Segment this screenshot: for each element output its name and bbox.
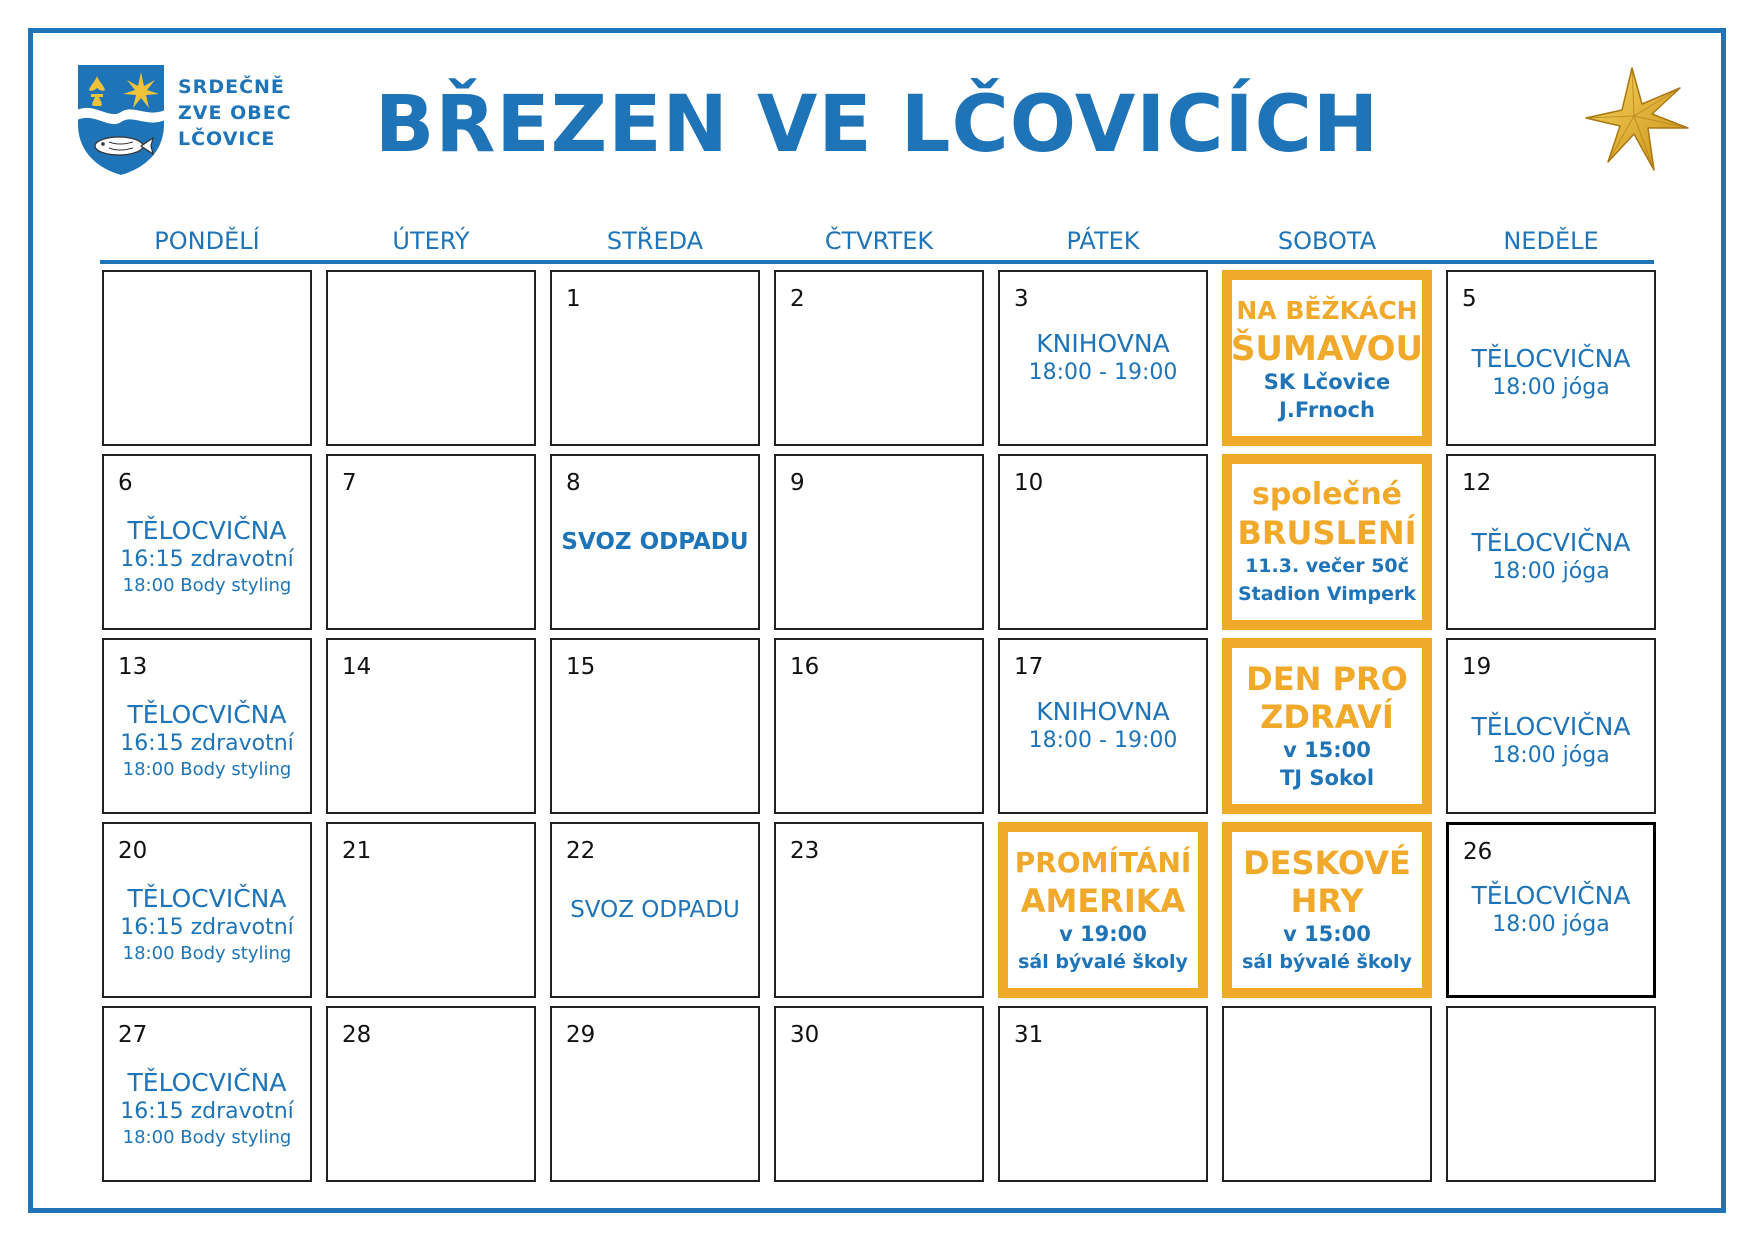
day-cell [998, 270, 1208, 446]
event-cell [1222, 454, 1432, 630]
event-detail: v 19:00 [1059, 922, 1147, 946]
day-cell [550, 270, 760, 446]
event-time: 18:00 Body styling [122, 943, 292, 964]
day-number: 16 [790, 654, 820, 680]
day-cell [102, 454, 312, 630]
weekday-thursday: ČTVRTEK [824, 227, 934, 255]
event-gym: TĚLOCVIČNA [127, 516, 287, 545]
event-time: 18:00 jóga [1492, 559, 1610, 584]
weekday-tuesday: ÚTERÝ [392, 227, 470, 255]
event-time: 16:15 zdravotní [120, 915, 294, 940]
day-number: 1 [566, 286, 581, 312]
event-time: 18:00 Body styling [122, 1127, 292, 1148]
day-cell [1446, 454, 1656, 630]
event-detail: SK Lčovice [1263, 370, 1391, 394]
event-title: BRUSLENÍ [1237, 514, 1417, 552]
event-detail: 11.3. večer 50č [1245, 555, 1409, 577]
event-time: 16:15 zdravotní [120, 547, 294, 572]
weekday-saturday: SOBOTA [1277, 227, 1377, 255]
tagline-line: LČOVICE [178, 128, 276, 150]
day-number: 3 [1014, 286, 1029, 312]
weekday-header [100, 224, 1654, 264]
event-gym: TĚLOCVIČNA [1471, 528, 1631, 557]
event-title: DEN PRO [1246, 660, 1408, 698]
event-waste: SVOZ ODPADU [561, 529, 749, 555]
day-cell-empty [102, 270, 312, 446]
day-number: 13 [118, 654, 148, 680]
day-cell [774, 638, 984, 814]
day-number: 12 [1462, 470, 1492, 496]
day-cell [998, 1006, 1208, 1182]
event-time: 18:00 Body styling [122, 759, 292, 780]
day-cell [326, 1006, 536, 1182]
event-library: KNIHOVNA [1036, 697, 1170, 726]
event-detail: Stadion Vimperk [1237, 583, 1417, 605]
day-cell [102, 1006, 312, 1182]
weekday-sunday: NEDĚLE [1503, 227, 1599, 255]
event-gym: TĚLOCVIČNA [127, 700, 287, 729]
event-detail: v 15:00 [1283, 922, 1371, 946]
event-title: NA BĚŽKÁCH [1236, 296, 1418, 325]
village-coat-of-arms [75, 62, 167, 178]
event-time: 18:00 Body styling [122, 575, 292, 596]
day-number: 6 [118, 470, 133, 496]
day-number: 5 [1462, 286, 1477, 312]
event-library: KNIHOVNA [1036, 329, 1170, 358]
day-number: 29 [566, 1022, 596, 1048]
day-number: 17 [1014, 654, 1044, 680]
event-detail: sál bývalé školy [1018, 951, 1188, 973]
event-time: 18:00 - 19:00 [1028, 360, 1178, 385]
event-time: 18:00 jóga [1492, 743, 1610, 768]
day-number: 23 [790, 838, 820, 864]
day-number: 30 [790, 1022, 820, 1048]
day-cell [774, 454, 984, 630]
day-number: 8 [566, 470, 581, 496]
event-title: společné [1251, 477, 1403, 512]
event-detail: sál bývalé školy [1242, 951, 1412, 973]
event-cell [1222, 638, 1432, 814]
day-cell [998, 454, 1208, 630]
day-cell [550, 822, 760, 998]
tagline-line: SRDEČNĚ [178, 76, 285, 98]
day-cell [550, 454, 760, 630]
event-time: 16:15 zdravotní [120, 731, 294, 756]
day-cell [774, 270, 984, 446]
day-number: 14 [342, 654, 372, 680]
day-number: 31 [1014, 1022, 1044, 1048]
day-number: 27 [118, 1022, 148, 1048]
event-gym: TĚLOCVIČNA [1471, 881, 1631, 910]
day-cell-empty [1446, 1006, 1656, 1182]
day-number: 9 [790, 470, 805, 496]
day-number: 19 [1462, 654, 1492, 680]
weekday-monday: PONDĚLÍ [154, 227, 260, 255]
day-number: 2 [790, 286, 805, 312]
event-detail: J.Frnoch [1279, 398, 1375, 422]
event-title: PROMÍTÁNÍ [1014, 846, 1192, 879]
day-number: 20 [118, 838, 148, 864]
tagline-line: ZVE OBEC [178, 102, 292, 124]
day-cell [326, 454, 536, 630]
event-title: DESKOVÉ [1243, 844, 1411, 882]
weekday-wednesday: STŘEDA [606, 227, 704, 255]
event-gym: TĚLOCVIČNA [127, 884, 287, 913]
event-title: AMERIKA [1020, 882, 1186, 920]
day-cell [102, 638, 312, 814]
event-cell [1222, 822, 1432, 998]
day-cell [1446, 638, 1656, 814]
day-number: 10 [1014, 470, 1044, 496]
day-cell [774, 822, 984, 998]
event-title: HRY [1290, 882, 1364, 920]
event-cell [1222, 270, 1432, 446]
event-detail: TJ Sokol [1279, 766, 1375, 790]
event-time: 18:00 - 19:00 [1028, 728, 1178, 753]
day-number: 21 [342, 838, 372, 864]
day-cell [1446, 822, 1656, 998]
event-title: ZDRAVÍ [1260, 698, 1394, 736]
day-cell-empty [1222, 1006, 1432, 1182]
event-time: 18:00 jóga [1492, 375, 1610, 400]
gold-star-icon [1584, 66, 1690, 172]
event-waste: SVOZ ODPADU [570, 897, 740, 923]
day-cell [102, 822, 312, 998]
event-gym: TĚLOCVIČNA [127, 1068, 287, 1097]
day-number: 7 [342, 470, 357, 496]
event-time: 16:15 zdravotní [120, 1099, 294, 1124]
day-cell [326, 638, 536, 814]
day-number: 22 [566, 838, 596, 864]
day-number: 15 [566, 654, 596, 680]
event-title: ŠUMAVOU [1230, 329, 1424, 369]
event-time: 18:00 jóga [1492, 912, 1610, 937]
event-gym: TĚLOCVIČNA [1471, 344, 1631, 373]
day-cell-empty [326, 270, 536, 446]
day-cell [774, 1006, 984, 1182]
event-gym: TĚLOCVIČNA [1471, 712, 1631, 741]
day-cell [998, 638, 1208, 814]
page-title: BŘEZEN VE LČOVICÍCH [374, 80, 1380, 170]
day-cell [550, 1006, 760, 1182]
day-cell [326, 822, 536, 998]
day-number: 26 [1463, 839, 1493, 865]
day-cell [550, 638, 760, 814]
day-number: 28 [342, 1022, 372, 1048]
day-cell [1446, 270, 1656, 446]
event-cell [998, 822, 1208, 998]
event-detail: v 15:00 [1283, 738, 1371, 762]
weekday-friday: PÁTEK [1066, 227, 1140, 255]
